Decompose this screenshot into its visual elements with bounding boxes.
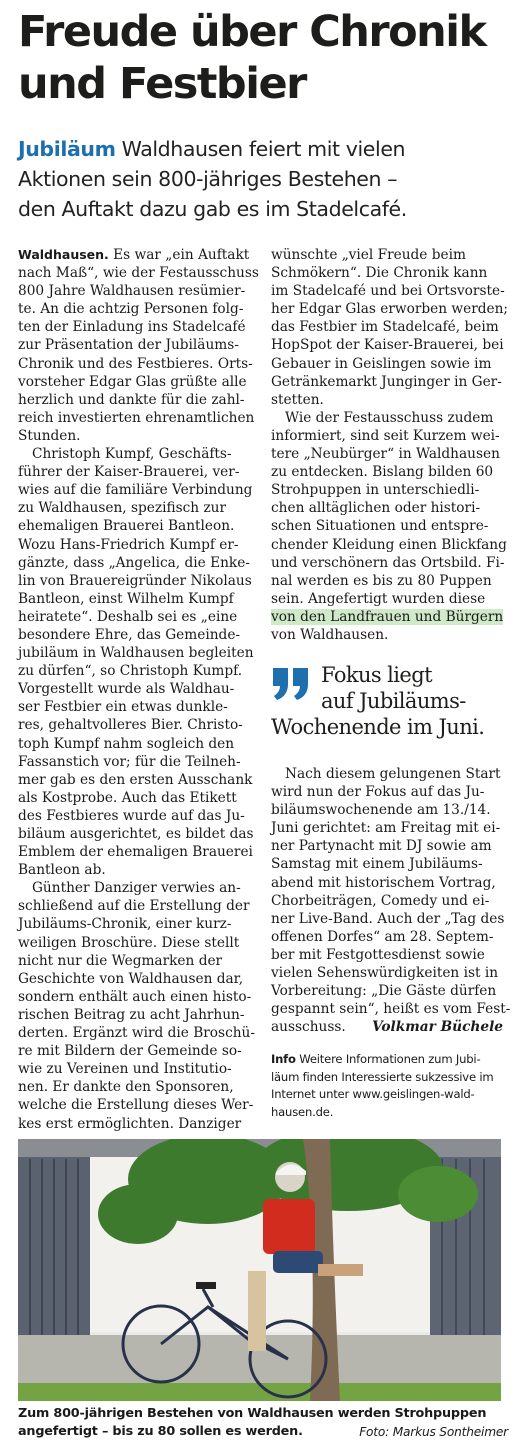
body-line: zu Waldhausen, spezifisch zur — [18, 500, 227, 517]
paragraph — [18, 264, 258, 445]
photo-credit: Foto: Markus Sontheimer — [359, 1425, 508, 1439]
body-line: führer der Kaiser-Brauerei, ver- — [18, 464, 240, 481]
body-line: Samstag mit einem Jubiläums- — [271, 856, 483, 873]
body-line: ten der Einladung ins Stadelcafé — [18, 319, 246, 336]
body-line: Jubiläums-Chronik, einer kurz- — [18, 916, 232, 933]
body-line: wie zu Vereinen und Institutio- — [18, 1061, 232, 1078]
info-line: läum finden Interessierte sukzessive im — [271, 1069, 494, 1084]
body-line: res, gehaltvolleres Bier. Christo- — [18, 717, 243, 734]
body-line — [271, 608, 503, 626]
body-line: des Festbieres wurde auf das Ju- — [18, 807, 245, 824]
body-line: biläumswochenende am 13./14. — [271, 802, 491, 819]
paragraph — [271, 409, 507, 608]
info-box — [271, 1051, 506, 1121]
body-line: derten. Ergänzt wird die Broschü- — [18, 1025, 255, 1042]
body-line: nach Maß“, wie der Festausschuss — [18, 265, 259, 282]
body-line: wies auf die familiäre Verbindung — [18, 482, 253, 499]
body-text: Es war „ein Auftakt — [108, 247, 250, 263]
highlighted-text: von den Landfrauen und Bürgern — [271, 608, 504, 625]
dateline-city: Waldhausen. — [18, 247, 109, 262]
quote-line: auf Jubiläums- — [321, 689, 466, 713]
body-line: Bantleon, einst Wilhelm Kumpf — [18, 590, 234, 607]
body-line: welche die Erstellung dieses Wer- — [18, 1097, 254, 1114]
body-line: nicht nur die Wegmarken der — [18, 952, 223, 969]
body-line: heiratete“. Deshalb sei es „eine — [18, 608, 238, 625]
body-line: sondern enthält auch einen histo- — [18, 988, 252, 1005]
body-line: vorsteher Edgar Glas grüßte alle — [18, 373, 247, 390]
body-line: HopSpot der Kaiser-Brauerei, bei — [271, 337, 504, 354]
body-line: und verschönern das Ortsbild. Fi- — [271, 554, 505, 571]
body-line: abend mit historischem Vortrag, — [271, 874, 496, 891]
body-line: ser Festbier ein etwas dunkle- — [18, 699, 228, 716]
paragraph — [271, 246, 509, 409]
quote-line: Wochenende im Juni. — [271, 715, 485, 739]
body-line — [18, 246, 258, 264]
body-line: re mit Bildern der Gemeinde so- — [18, 1043, 242, 1060]
body-line: te. An die achtzig Personen folg- — [18, 301, 244, 318]
headline — [18, 6, 518, 110]
body-line: kes erst ermöglichten. Danziger — [18, 1115, 242, 1132]
body-line: gänzte, dass „Angelica, die Enke- — [18, 554, 250, 571]
body-line: 800 Jahre Waldhausen resümier- — [18, 283, 246, 300]
caption-line: angefertigt – bis zu 80 sollen es werden. — [18, 1424, 303, 1439]
body-line: stetten. — [271, 391, 324, 408]
body-line: Getränkemarkt Junginger in Ger- — [271, 373, 502, 390]
body-line: nen. Er dankte den Sponsoren, — [18, 1079, 234, 1096]
body-line: vielen Sehenswürdigkeiten ist in — [271, 965, 499, 982]
body-line: Gebauer in Geislingen sowie im — [271, 355, 492, 372]
info-line: Internet unter www.geislingen-wald- — [271, 1087, 475, 1102]
caption-line: Zum 800-jährigen Bestehen von Waldhausen werden Strohpuppen — [18, 1406, 487, 1421]
headline-line: und Festbier — [18, 59, 306, 109]
body-line — [271, 1018, 503, 1036]
body-line: Vorbereitung: „Die Gäste dürfen — [271, 983, 497, 1000]
body-line: ner Live-Band. Auch der „Tag des — [271, 910, 505, 927]
body-line: Nach diesem gelungenen Start — [285, 766, 501, 782]
body-line: Strohpuppen in unterschiedli- — [271, 482, 480, 499]
paragraph — [18, 445, 258, 879]
body-line: Günther Danziger verwies an- — [32, 880, 241, 897]
body-line: Juni gerichtet: am Freitag mit ei- — [271, 820, 501, 837]
body-line: Stunden. — [18, 427, 81, 444]
body-line: Chorbeiträgen, Comedy und ei- — [271, 892, 490, 909]
photo-caption — [18, 1405, 508, 1441]
author-name: Volkmar Büchele — [372, 1019, 503, 1036]
body-line: biläum ausgerichtet, es bildet das — [18, 826, 254, 842]
body-line: her Edgar Glas erworben werden; — [271, 301, 509, 318]
body-line: wünschte „viel Freude beim — [271, 247, 466, 263]
info-line — [271, 1051, 506, 1069]
body-line: informiert, sind seit Kurzem wei- — [271, 427, 500, 444]
lead-text: Waldhausen feiert mit vielen — [115, 137, 406, 161]
body-line: Bantleon ab. — [18, 862, 106, 879]
body-line: mer gab es den ersten Ausschank — [18, 771, 253, 788]
body-line: weiligen Broschüre. Diese stellt — [18, 934, 240, 951]
body-line: Wozu Hans-Friedrich Kumpf er- — [18, 536, 239, 553]
body-line: nal werden es bis zu 80 Puppen — [271, 572, 492, 589]
body-line: rischen Beitrag zu acht Jahrhun- — [18, 1006, 245, 1023]
body-line: toph Kumpf nahm sogleich den — [18, 735, 235, 752]
body-line: Emblem der ehemaligen Brauerei — [18, 844, 253, 861]
body-line: ehemaligen Brauerei Bantleon. — [18, 518, 235, 535]
lead-line: Aktionen sein 800-jähriges Bestehen – — [18, 167, 398, 191]
body-line: jubiläum in Waldhausen begleiten — [18, 645, 254, 662]
body-line: zur Präsentation der Jubiläums- — [18, 337, 239, 354]
body-line: tere „Neubürger“ in Waldhausen — [271, 446, 500, 463]
info-line: hausen.de. — [271, 1104, 334, 1119]
body-line: reich investierten ehrenamtlichen — [18, 409, 255, 426]
body-line: Schmökern“. Die Chronik kann — [271, 265, 488, 282]
body-column-right — [271, 246, 509, 644]
body-line: ner Partynacht mit DJ sowie am — [271, 838, 492, 855]
info-text: Weitere Informationen zum Jubi- — [295, 1052, 481, 1066]
body-line: von Waldhausen. — [271, 626, 389, 643]
body-line: Fassanstich vor; für die Teilneh- — [18, 753, 241, 770]
body-line: als Kostprobe. Auch das Etikett — [18, 789, 237, 806]
article-photo — [18, 1139, 501, 1401]
body-line: Vorgestellt wurde als Waldhau- — [18, 681, 235, 698]
body-line: gespannt sein“, heißt es vom Fest- — [271, 1001, 511, 1018]
body-line: lin von Brauereigründer Nikolaus — [18, 572, 252, 589]
body-line: Wie der Festausschuss zudem — [285, 409, 494, 426]
paragraph — [271, 765, 511, 1018]
body-line: chender Kleidung einen Blickfang — [271, 536, 507, 553]
body-line: herzlich und dankte für die zahl- — [18, 391, 245, 408]
body-line: im Stadelcafé und bei Ortsvorste- — [271, 283, 505, 300]
body-line: Geschichte von Waldhausen dar, — [18, 970, 244, 987]
body-line: schließend auf die Erstellung der — [18, 898, 250, 915]
body-line: wird nun der Fokus auf das Ju- — [271, 784, 485, 801]
pull-quote-text — [271, 662, 511, 740]
paragraph — [18, 879, 258, 1132]
body-line: zu entdecken. Bislang bilden 60 — [271, 464, 494, 481]
body-line: chen alltäglichen oder histori- — [271, 500, 481, 517]
body-line: offenen Dorfes“ am 28. Septem- — [271, 928, 494, 945]
body-line: schen Situationen und entspre- — [271, 518, 489, 535]
body-line: Christoph Kumpf, Geschäfts- — [32, 446, 232, 463]
body-line: zu dürfen“, so Christoph Kumpf. — [18, 663, 243, 680]
lead-paragraph — [18, 134, 513, 224]
body-column-right-lower — [271, 765, 511, 1036]
body-text: ausschuss. — [271, 1019, 346, 1036]
pull-quote — [271, 662, 506, 748]
info-label: Info — [271, 1052, 296, 1066]
body-line: sein. Angefertigt wurden diese — [271, 590, 486, 607]
body-line: das Festbier im Stadelcafé, beim — [271, 319, 499, 336]
body-line: besondere Ehre, das Gemeinde- — [18, 626, 241, 643]
quote-mark-icon — [271, 666, 311, 702]
lead-line: den Auftakt dazu gab es im Stadelcafé. — [18, 197, 407, 221]
lead-line — [18, 134, 513, 164]
lead-keyword: Jubiläum — [18, 137, 116, 161]
body-line: Chronik und des Festbieres. Orts- — [18, 355, 253, 372]
body-line: ber mit Festgottesdienst sowie — [271, 946, 485, 963]
headline-line: Freude über Chronik — [18, 7, 486, 57]
body-column-left — [18, 246, 258, 1133]
quote-line: Fokus liegt — [321, 663, 432, 687]
